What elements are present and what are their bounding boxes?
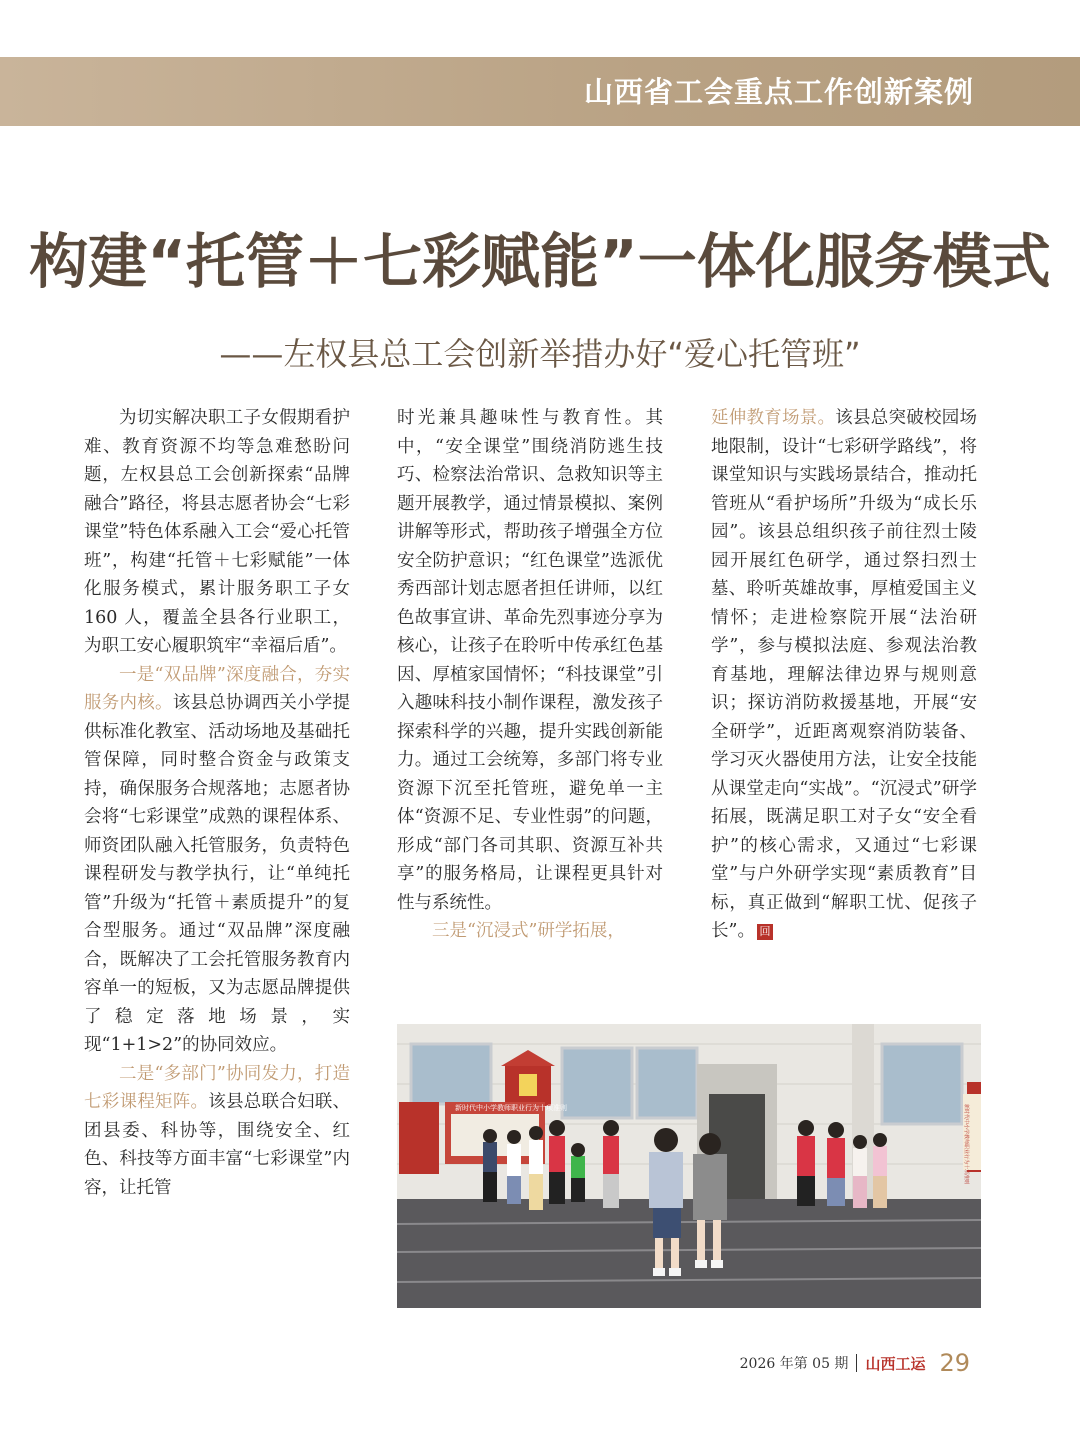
page-footer: [740, 1346, 970, 1380]
article-title: 构建“托管＋七彩赋能”一体化服务模式: [29, 227, 1051, 296]
column-1: [84, 404, 350, 1202]
paragraph-point-1: [84, 661, 350, 1060]
photo-side-banner-text: 新时代中小学教师职业行为十项准则: [963, 1104, 969, 1185]
magazine-name: 山西工运: [865, 1354, 926, 1373]
photo-illustration: [397, 1024, 981, 1308]
paragraph-point-2: [84, 1060, 350, 1203]
section-title: 山西省工会重点工作创新案例: [583, 75, 974, 109]
column-2: [397, 404, 663, 946]
point-1-body: 该县总协调西关小学提供标准化教室、活动场地及基础托管保障，同时整合资金与政策支持，确保服务合规落地；志愿者协会将“七彩课堂”成熟的课程体系、师资团队融入托管服务，负责特色课程研发与教学执行，让“单纯托管”升级为“托管＋素质提升”的复合型服务。通过“双品牌”深度融合，既解决了工会托管服务教育内容单一的短板，又为志愿品牌提供了稳定落地场景，实现“1+1>2”的协同效应。: [84, 693, 350, 1055]
paragraph-point-3-start: [397, 917, 663, 946]
article-subtitle: ——左权县总工会创新举措办好“爱心托管班”: [219, 335, 861, 373]
point-3-body: 该县总突破校园场地限制，设计“七彩研学路线”，将课堂知识与实践场景结合，推动托管班从“看护场所”升级为“成长乐园”。该县总组织孩子前往烈士陵园开展红色研学，通过祭扫烈士墓、聆听英雄故事，厚植爱国主义情怀；走进检察院开展“法治研学”，参与模拟法庭、参观法治教育基地，理解法律边界与规则意识；探访消防救援基地，开展“安全研学”，近距离观察消防装备、学习灭火器使用方法，让安全技能从课堂走向“实战”。“沉浸式”研学拓展，既满足职工对子女“安全看护”的核心需求，又通过“七彩课堂”与户外研学实现“素质教育”目标，真正做到“解职工忧、促孩子长”。: [711, 408, 977, 941]
page-number: 29: [939, 1349, 970, 1377]
photo-banner-text: 新时代中小学教师职业行为十项准则: [455, 1104, 567, 1112]
point-3-heading-part1: 三是“沉浸式”研学拓展，: [432, 921, 625, 941]
paragraph-intro: 为切实解决职工子女假期看护难、教育资源不均等急难愁盼问题，左权县总工会创新探索“品牌融合”路径，将县志愿者协会“七彩课堂”特色体系融入工会“爱心托管班”，构建“托管＋七彩赋能”一体化服务模式，累计服务职工子女 160 人，覆盖全县各行业职工，为职工安心履职筑牢“幸福后盾”。: [84, 408, 350, 656]
paragraph-continued: 时光兼具趣味性与教育性。其中，“安全课堂”围绕消防逃生技巧、检察法治常识、急救知识等主题开展教学，通过情景模拟、案例讲解等形式，帮助孩子增强全方位安全防护意识；“红色课堂”选派优秀西部计划志愿者担任讲师，以红色故事宣讲、革命先烈事迹分享为核心，让孩子在聆听中传承红色基因、厚植家国情怀；“科技课堂”引入趣味科技小制作课程，激发孩子探索科学的兴趣，提升实践创新能力。通过工会统筹，多部门将专业资源下沉至托管班，避免单一主体“资源不足、专业性弱”的问题，形成“部门各司其职、资源互补共享”的服务格局，让课程更具针对性与系统性。: [397, 408, 663, 913]
paragraph-point-3-cont: [711, 404, 977, 946]
footer-divider: [856, 1354, 857, 1372]
point-2-body: 该县总联合妇联、团县委、科协等，围绕安全、红色、科技等方面丰富“七彩课堂”内容，让托管: [84, 1092, 350, 1198]
issue-label: 2026 年第 05 期: [739, 1356, 849, 1372]
article-photo: [397, 1024, 981, 1308]
end-mark-icon: 回: [757, 924, 773, 940]
point-2-heading: 二是“多部门”协同发力，打造七彩课程矩阵。: [84, 1063, 350, 1112]
column-3: [711, 404, 977, 946]
point-1-heading: 一是“双品牌”深度融合，夯实服务内核。: [84, 664, 350, 713]
point-3-heading-part2: 延伸教育场景。: [711, 408, 836, 428]
